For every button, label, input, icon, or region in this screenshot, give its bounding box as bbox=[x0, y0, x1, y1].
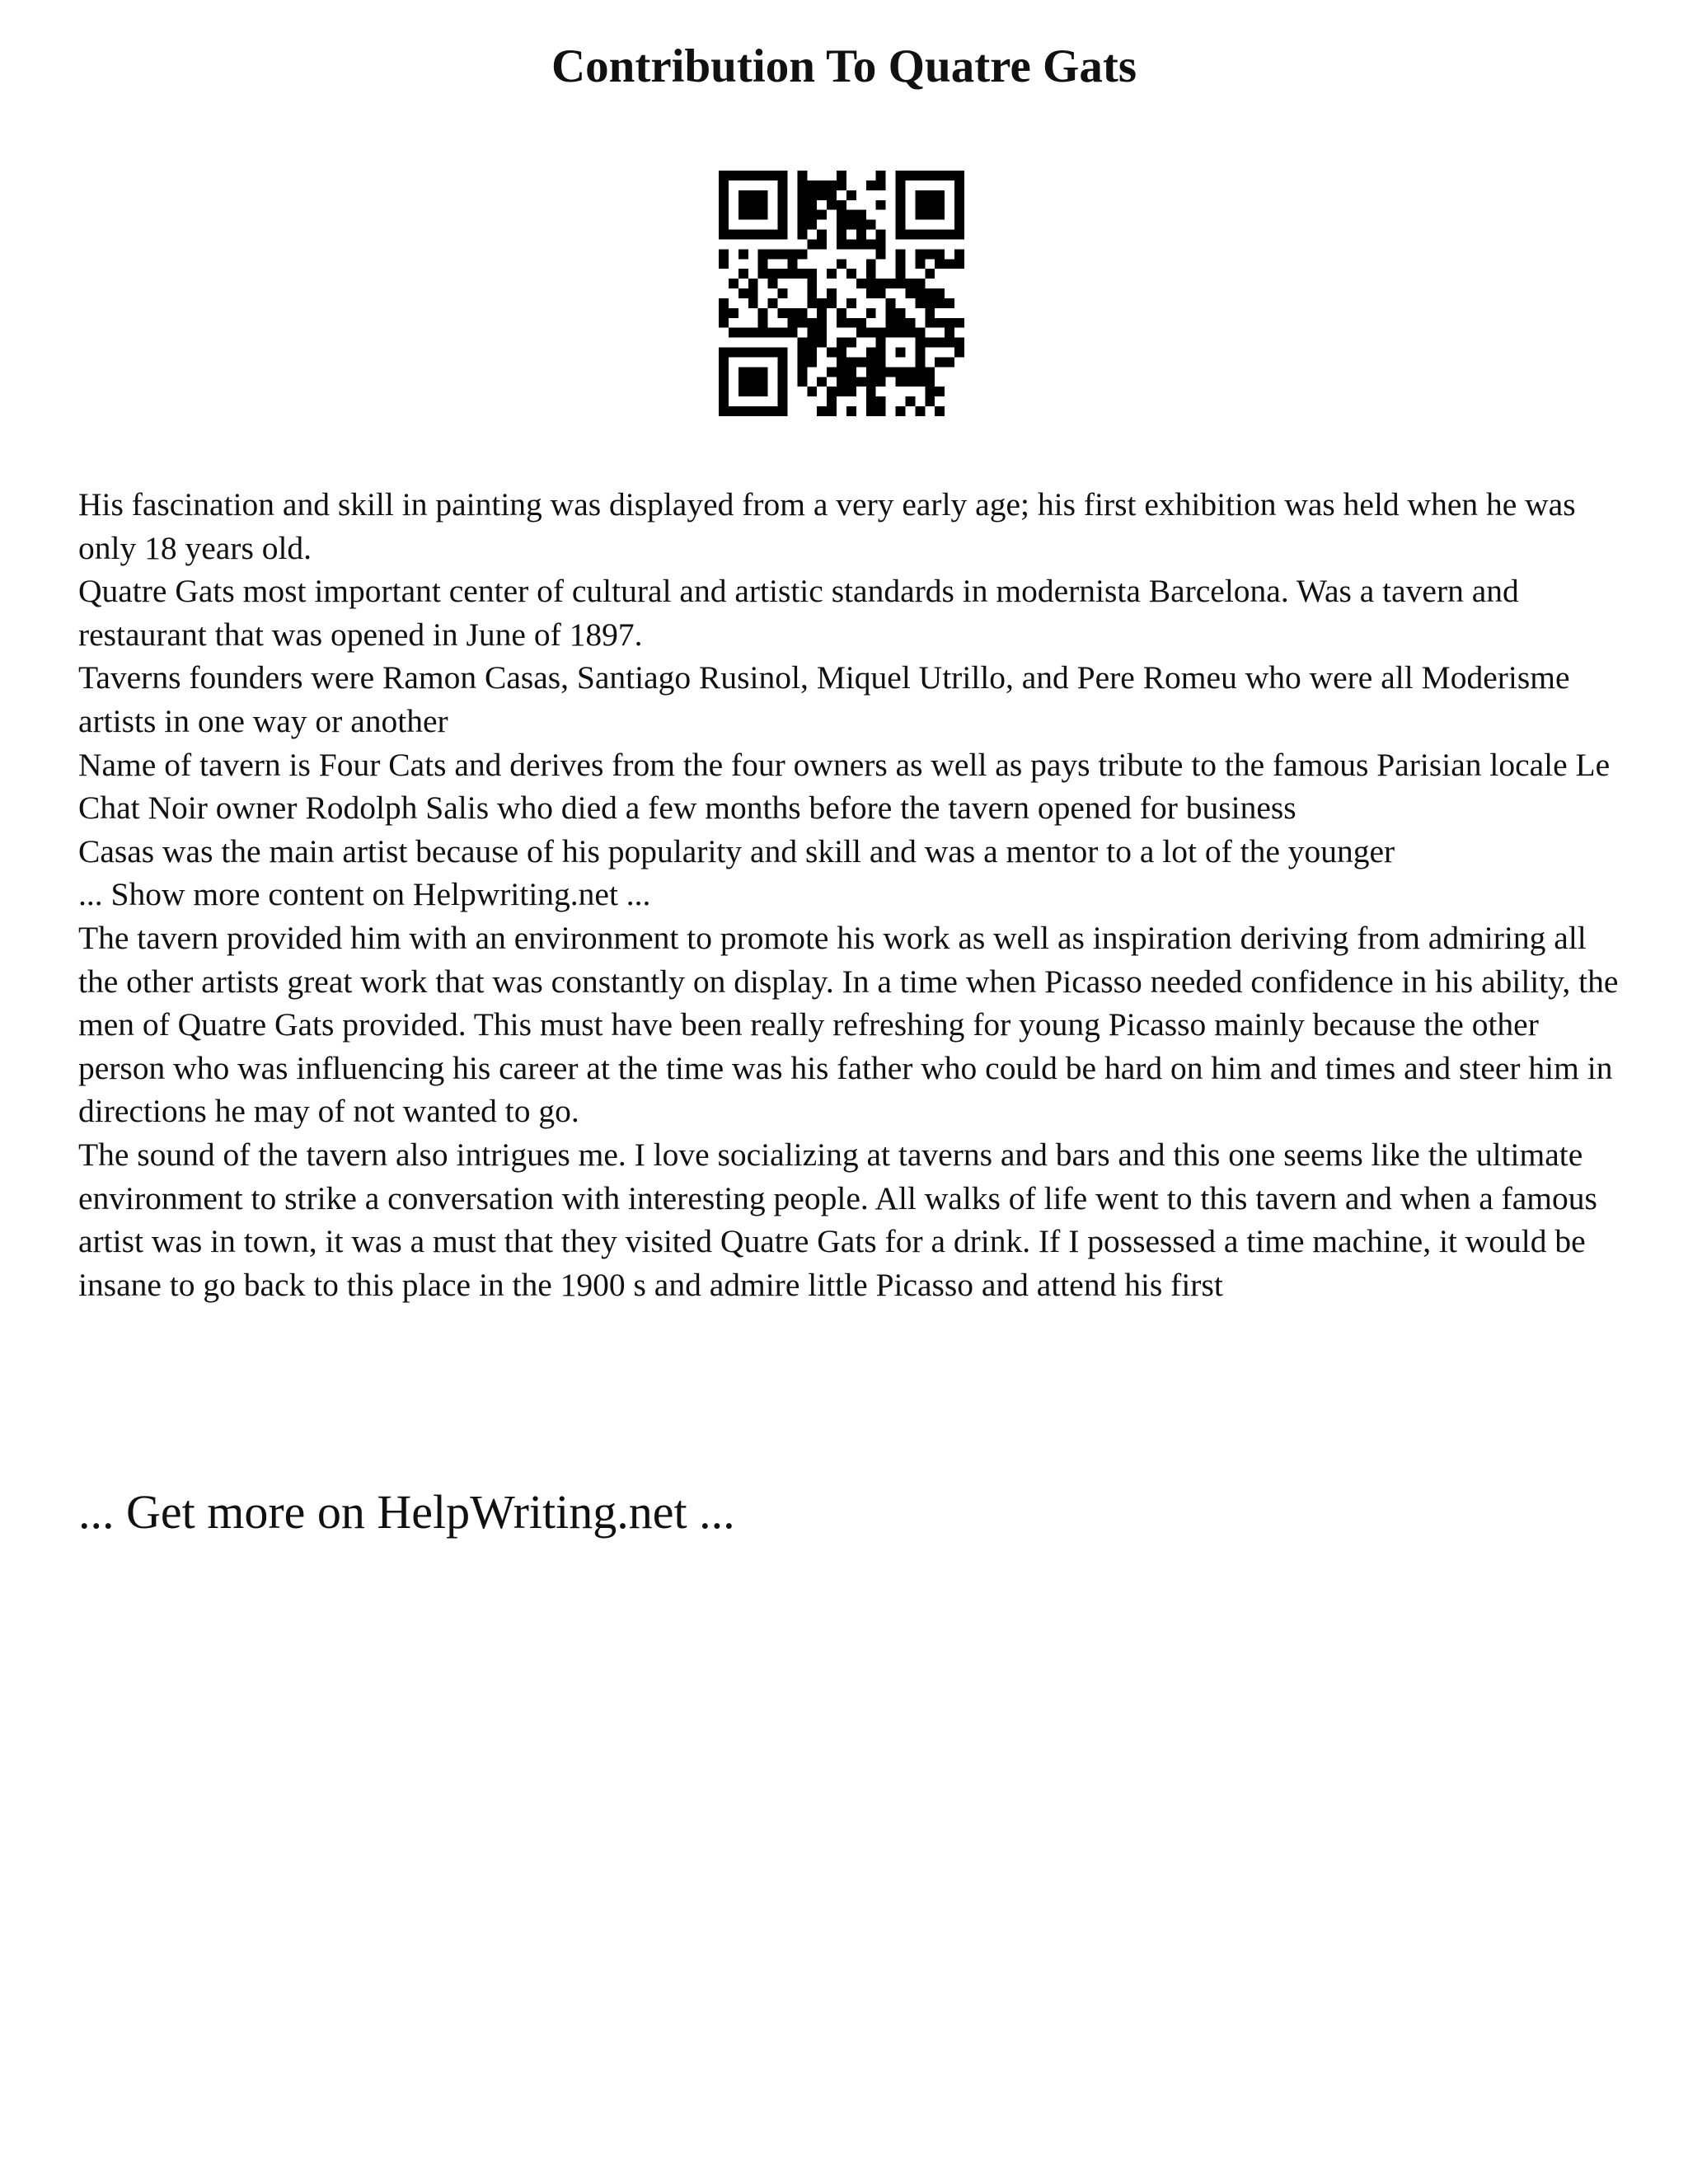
paragraph: Casas was the main artist because of his popularity and skill and was a mentor to a lot of the younger bbox=[78, 832, 1395, 869]
paragraph: Name of tavern is Four Cats and derives from the four owners as well as pays tribute to the famous Parisian locale Le Chat Noir owner Rodolph Salis who died a few months before the tavern opened for business bbox=[78, 746, 1611, 827]
paragraph: Taverns founders were Ramon Casas, Santiago Rusinol, Miquel Utrillo, and Pere Romeu who were all Moderisme artists in one way or another bbox=[78, 659, 1570, 739]
paragraph: His fascination and skill in painting was displayed from a very early age; his first exhibition was held when he was only 18 years old. bbox=[78, 486, 1576, 566]
document-body bbox=[78, 483, 1628, 1306]
paragraph: The tavern provided him with an environment to promote his work as well as inspiration deriving from admiring all the other artists great work that was constantly on display. In a time when Picasso needed confidence in his ability, the men of Quatre Gats provided. This must have been really refreshing for young Picasso mainly because the other person who was influencing his career at the time was his father who could be hard on him and times and steer him in directions he may of not wanted to go. bbox=[78, 919, 1619, 1130]
qr-code-icon bbox=[719, 171, 964, 416]
get-more-link[interactable]: ... Get more on HelpWriting.net ... bbox=[78, 1485, 735, 1539]
document-title: Contribution To Quatre Gats bbox=[551, 40, 1137, 92]
paragraph: The sound of the tavern also intrigues me. I love socializing at taverns and bars and this one seems like the ultimate environment to strike a conversation with interesting people. All walks of life went to this tavern and when a famous artist was in town, it was a must that they visited Quatre Gats for a drink. If I possessed a time machine, it would be insane to go back to this place in the 1900 s and admire little Picasso and attend his first bbox=[78, 1136, 1597, 1303]
show-more-link[interactable]: ... Show more content on Helpwriting.net ... bbox=[78, 876, 651, 913]
paragraph: Quatre Gats most important center of cultural and artistic standards in modernista Barcelona. Was a tavern and restaurant that was opened in June of 1897. bbox=[78, 573, 1519, 653]
